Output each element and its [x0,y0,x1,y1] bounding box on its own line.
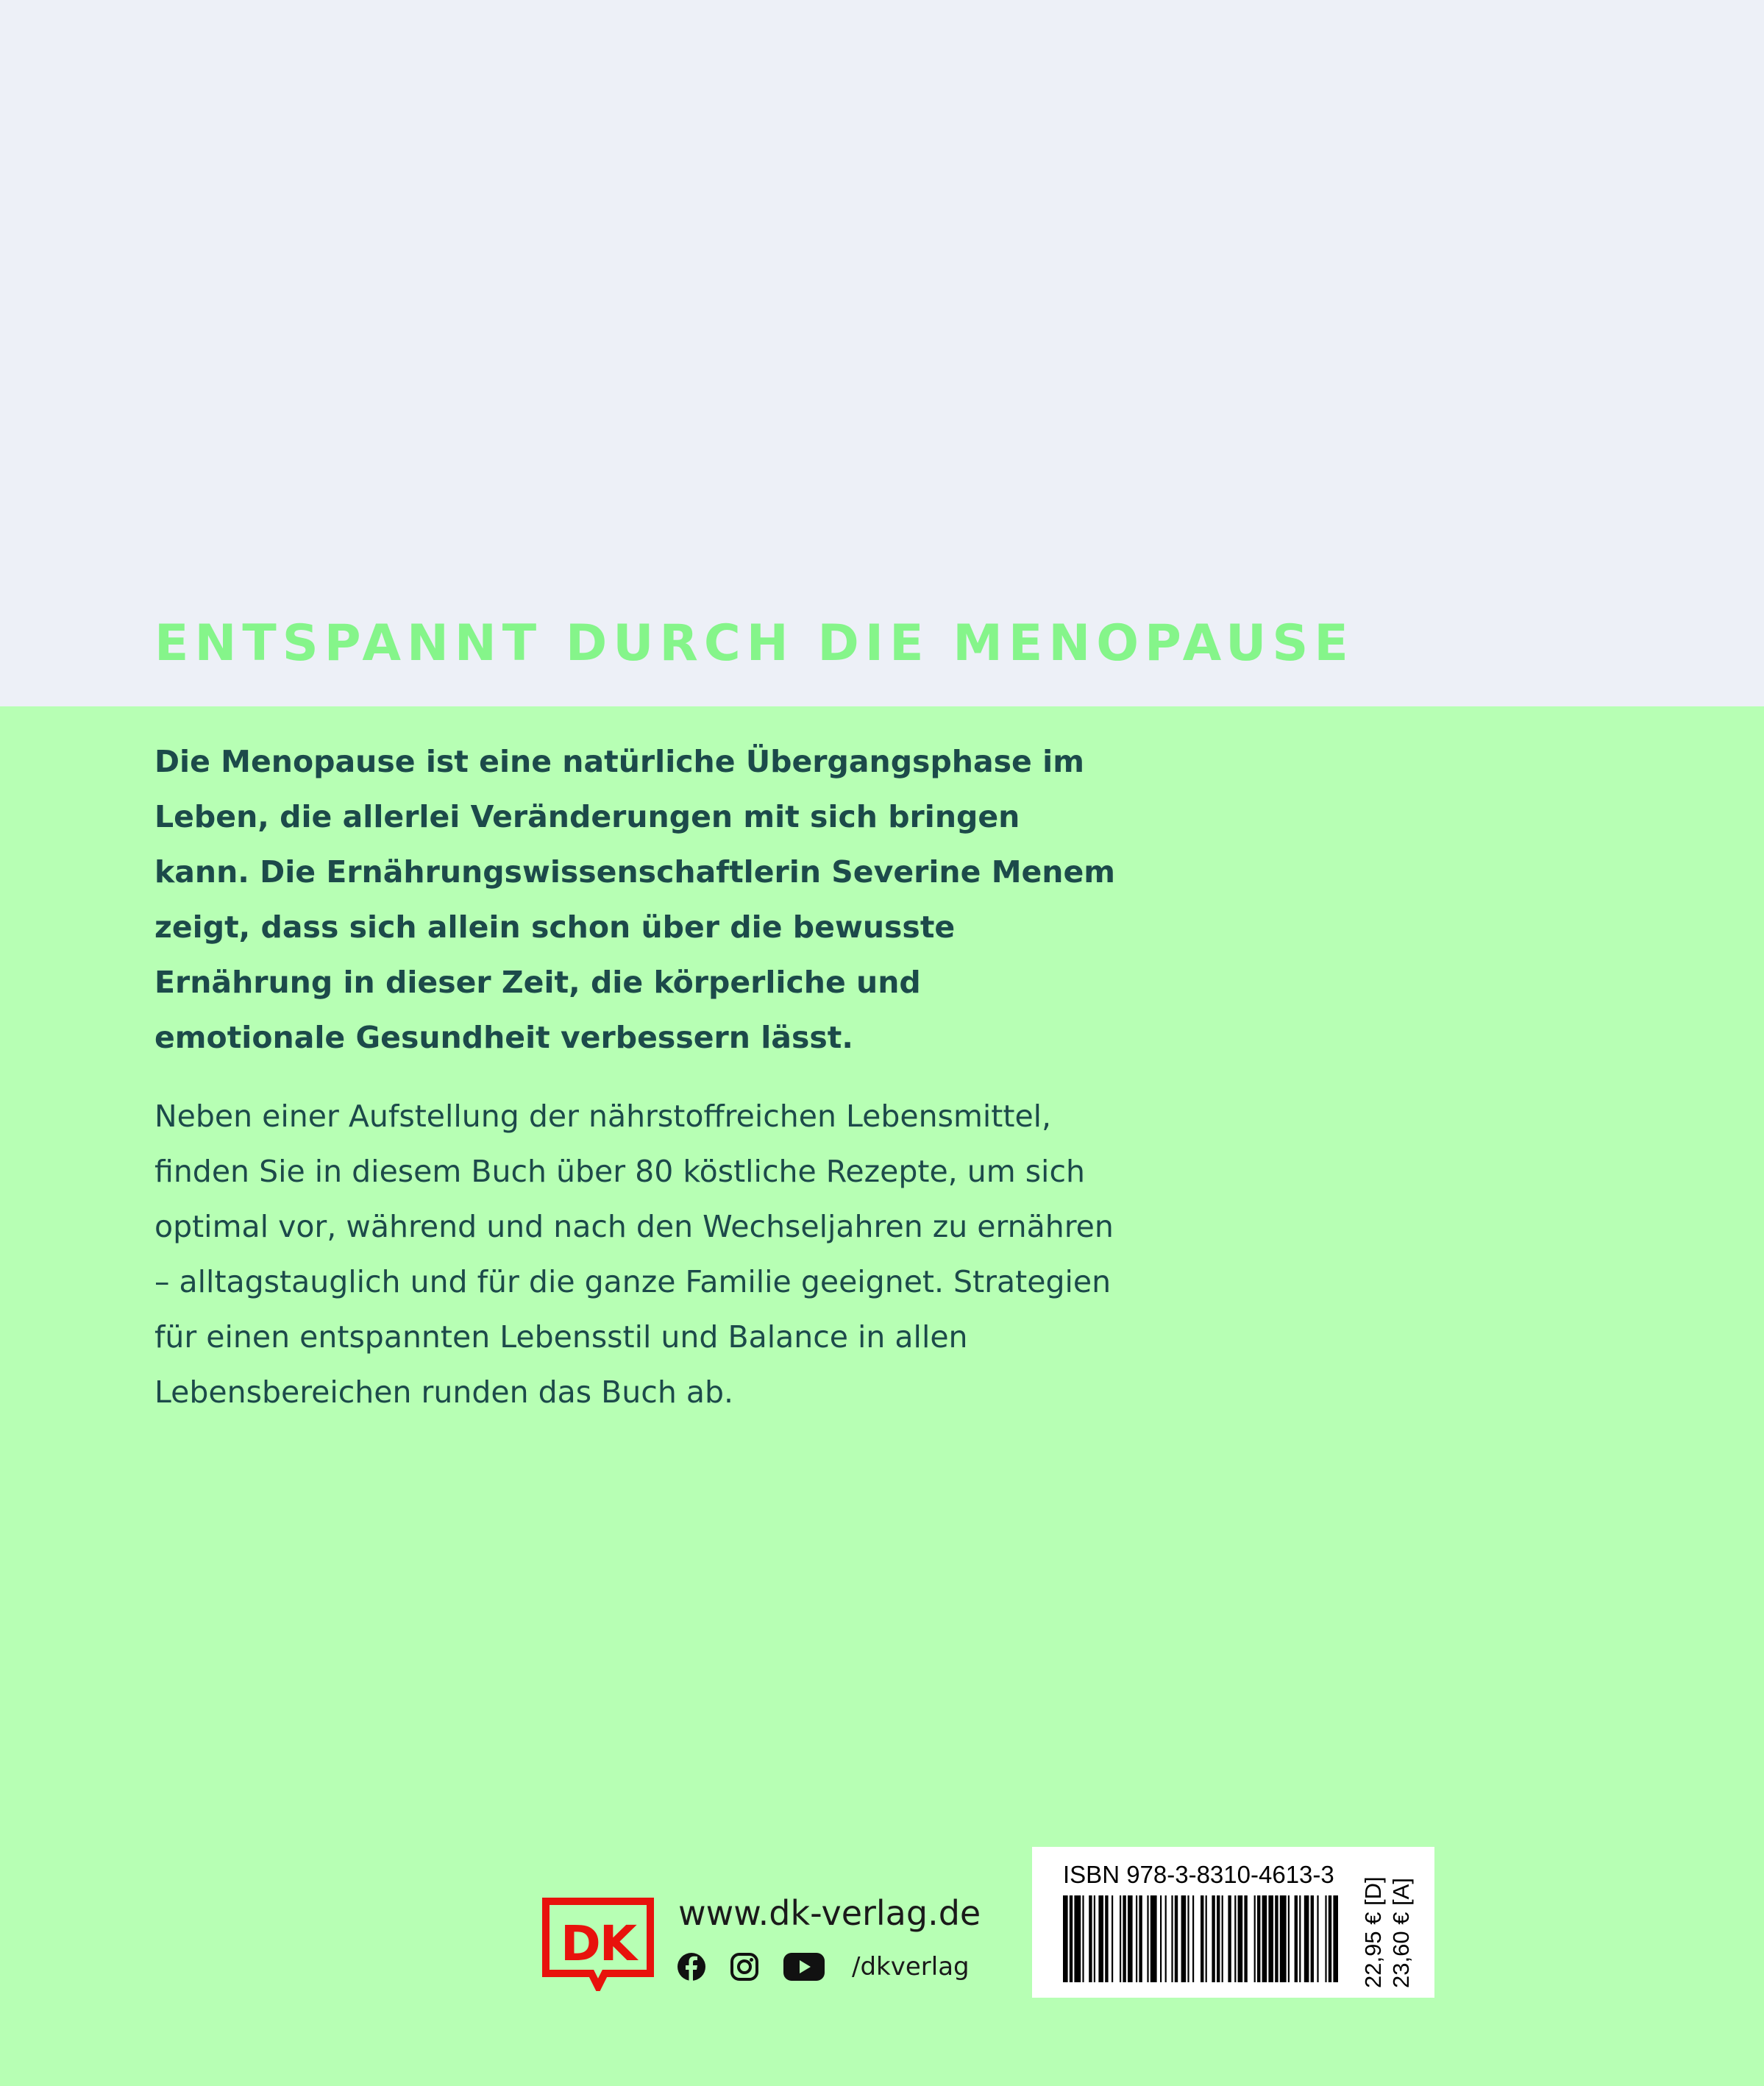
barcode-bar [1217,1895,1220,1982]
barcode-bar [1074,1895,1081,1982]
barcode-bar [1295,1895,1298,1982]
barcode-bar [1128,1895,1133,1982]
barcode-bar [1238,1895,1243,1982]
barcode-bar [1228,1895,1231,1982]
barcode-bar [1089,1895,1092,1982]
description-paragraph: Neben einer Aufstellung der nährstoffreichen Lebensmittel, finden Sie in diesem Buch über 80 köstliche Rezepte, um sich optimal vor, während und nach den Wechseljahren zu ernähren – alltagstauglich und für die ganze Familie geeignet. Strategien für einen entspannten Lebensstil und Balance in allen Lebensbereichen runden das Buch ab. [154,1099,1114,1410]
barcode-bar [1234,1895,1236,1982]
barcode-bar [1288,1895,1290,1982]
barcode-bar [1254,1895,1256,1982]
barcode-box [1032,1847,1434,1998]
barcode-bar [1325,1895,1326,1982]
barcode-bar [1098,1895,1103,1982]
barcode-bar [1105,1895,1108,1982]
barcode-bar [1136,1895,1137,1982]
barcode-bar [1333,1895,1338,1982]
barcode-bar [1280,1895,1287,1982]
price-germany: 22,95 € [D] [1360,1876,1386,1988]
barcode-bar [1070,1895,1073,1982]
barcode-bar [1262,1895,1267,1982]
barcode-bar [1222,1895,1223,1982]
barcode-bar [1187,1895,1189,1982]
barcode-bar [1268,1895,1273,1982]
social-handle[interactable]: /dkverlag [852,1952,970,1982]
barcode-bar [1171,1895,1173,1982]
barcode-bar [1147,1895,1148,1982]
barcode-bar [1244,1895,1247,1982]
barcode-bar [1063,1895,1068,1982]
barcode-bar [1150,1895,1157,1982]
barcode-bar [1275,1895,1278,1982]
barcode-bar [1181,1895,1187,1982]
barcode-bar [1317,1895,1318,1982]
barcode-bar [1299,1895,1301,1982]
barcode-bar [1201,1895,1203,1982]
dk-logo-text: DK [561,1915,636,1972]
social-links [677,1948,970,1985]
barcode-bar [1329,1895,1331,1982]
barcode-bar [1175,1895,1178,1982]
top-background [0,0,1764,706]
barcode-bar [1206,1895,1207,1982]
barcode-bar [1304,1895,1309,1982]
youtube-icon[interactable] [783,1952,825,1982]
barcode-bar [1165,1895,1167,1982]
barcode-bar [1094,1895,1095,1982]
dk-logo [541,1897,655,1991]
barcode-bar [1160,1895,1162,1982]
barcode [1063,1895,1342,1982]
barcode-bar [1311,1895,1314,1982]
barcode-bar [1112,1895,1113,1982]
barcode-bar [1082,1895,1084,1982]
publisher-website[interactable]: www.dk-verlag.de [678,1893,981,1933]
barcode-bar [1120,1895,1121,1982]
isbn-number: ISBN 978-3-8310-4613-3 [1063,1861,1334,1888]
price-austria: 23,60 € [A] [1388,1878,1414,1988]
headline: ENTSPANNT DURCH DIE MENOPAUSE [154,614,1354,673]
barcode-bar [1212,1895,1214,1982]
barcode-bar [1123,1895,1125,1982]
barcode-bar [1139,1895,1142,1982]
intro-paragraph: Die Menopause ist eine natürliche Übergangsphase im Leben, die allerlei Veränderungen mit sich bringen kann. Die Ernährungswissenschaftlerin Severine Menem zeigt, dass sich allein schon über die bewusste Ernährung in dieser Zeit, die körperliche und emotionale Gesundheit verbessern lässt. [154,744,1116,1055]
facebook-icon[interactable] [677,1952,706,1982]
instagram-icon[interactable] [730,1952,759,1982]
barcode-bar [1192,1895,1194,1982]
barcode-bar [1257,1895,1260,1982]
